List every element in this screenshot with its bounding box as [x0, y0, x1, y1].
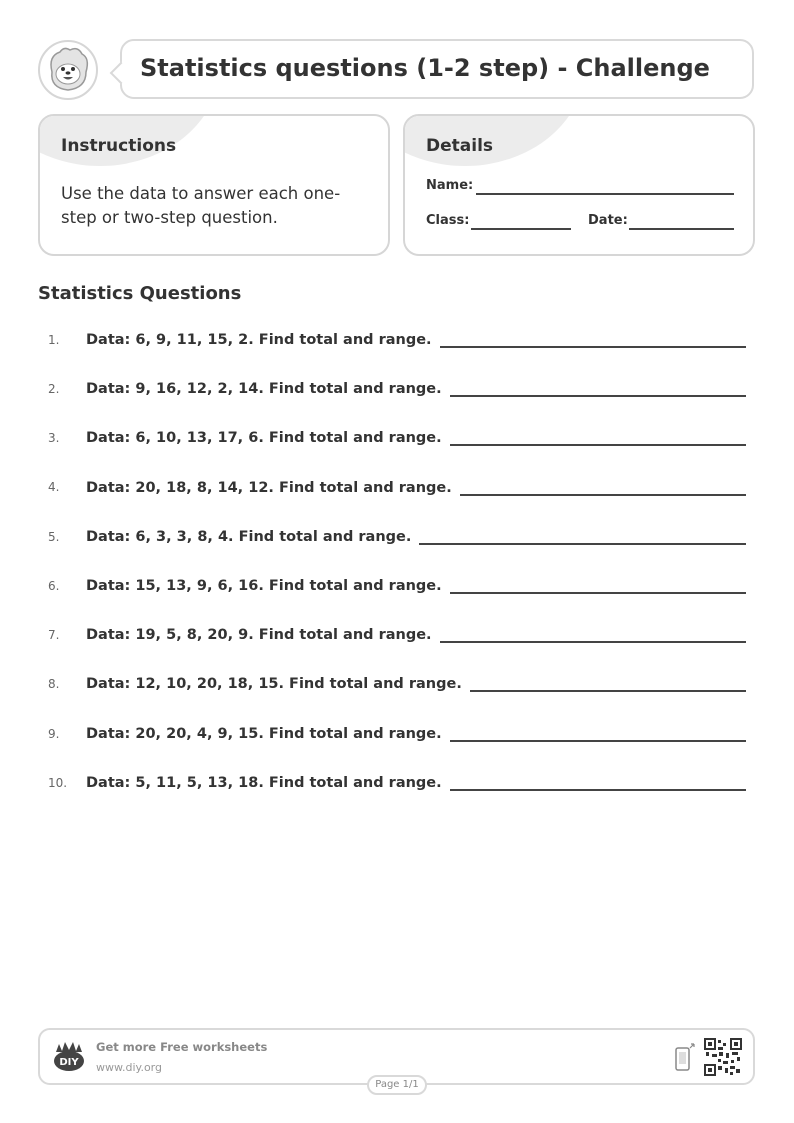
question-text: Data: 20, 18, 8, 14, 12. Find total and range.	[86, 480, 452, 496]
mascot-icon	[38, 40, 98, 100]
question-row	[86, 774, 746, 792]
phone-scan-icon	[674, 1042, 696, 1074]
question-row	[86, 675, 746, 693]
question-row	[86, 429, 746, 447]
qr-code-icon[interactable]	[704, 1038, 742, 1076]
details-card	[403, 114, 755, 256]
footer-promo: Get more Free worksheets	[96, 1040, 268, 1054]
answer-line[interactable]	[450, 740, 746, 742]
question-text: Data: 5, 11, 5, 13, 18. Find total and range.	[86, 775, 442, 791]
question-row	[86, 626, 746, 644]
question-number: 7.	[48, 628, 60, 642]
name-field[interactable]	[476, 193, 734, 195]
section-title: Statistics Questions	[38, 283, 242, 304]
question-text: Data: 6, 10, 13, 17, 6. Find total and range.	[86, 430, 442, 446]
footer-url[interactable]: www.diy.org	[96, 1061, 162, 1074]
question-number: 9.	[48, 727, 60, 741]
answer-line[interactable]	[460, 494, 746, 496]
question-row	[86, 380, 746, 398]
diy-logo-text: DIY	[59, 1057, 79, 1068]
answer-line[interactable]	[419, 543, 746, 545]
question-row	[86, 577, 746, 595]
instructions-heading: Instructions	[61, 136, 177, 156]
page-title: Statistics questions (1-2 step) - Challenge	[140, 54, 710, 82]
class-field[interactable]	[471, 228, 571, 230]
date-field[interactable]	[629, 228, 734, 230]
question-text: Data: 15, 13, 9, 6, 16. Find total and range.	[86, 578, 442, 594]
question-number: 8.	[48, 677, 60, 691]
question-row	[86, 528, 746, 546]
instructions-card	[38, 114, 390, 256]
name-label: Name:	[426, 178, 474, 193]
answer-line[interactable]	[440, 641, 746, 643]
question-text: Data: 6, 3, 3, 8, 4. Find total and range.	[86, 529, 412, 545]
question-number: 10.	[48, 776, 68, 790]
question-number: 3.	[48, 431, 60, 445]
question-number: 6.	[48, 579, 60, 593]
question-row	[86, 725, 746, 743]
question-number: 4.	[48, 480, 60, 494]
date-label: Date:	[588, 213, 628, 228]
answer-line[interactable]	[440, 346, 746, 348]
instructions-text: Use the data to answer each one-step or two-step question.	[61, 184, 341, 227]
question-row	[86, 479, 746, 497]
answer-line[interactable]	[450, 789, 746, 791]
question-number: 1.	[48, 333, 60, 347]
question-row	[86, 331, 746, 349]
details-heading: Details	[426, 136, 494, 156]
answer-line[interactable]	[450, 592, 746, 594]
question-text: Data: 12, 10, 20, 18, 15. Find total and range.	[86, 676, 462, 692]
answer-line[interactable]	[470, 690, 746, 692]
question-text: Data: 6, 9, 11, 15, 2. Find total and range.	[86, 332, 432, 348]
answer-line[interactable]	[450, 395, 746, 397]
class-label: Class:	[426, 213, 470, 228]
question-number: 5.	[48, 530, 60, 544]
question-text: Data: 19, 5, 8, 20, 9. Find total and range.	[86, 627, 432, 643]
question-text: Data: 20, 20, 4, 9, 15. Find total and range.	[86, 726, 442, 742]
question-number: 2.	[48, 382, 60, 396]
question-text: Data: 9, 16, 12, 2, 14. Find total and range.	[86, 381, 442, 397]
title-box	[120, 39, 754, 99]
diy-logo-icon[interactable]	[52, 1040, 86, 1072]
page-indicator: Page 1/1	[367, 1075, 427, 1095]
answer-line[interactable]	[450, 444, 746, 446]
